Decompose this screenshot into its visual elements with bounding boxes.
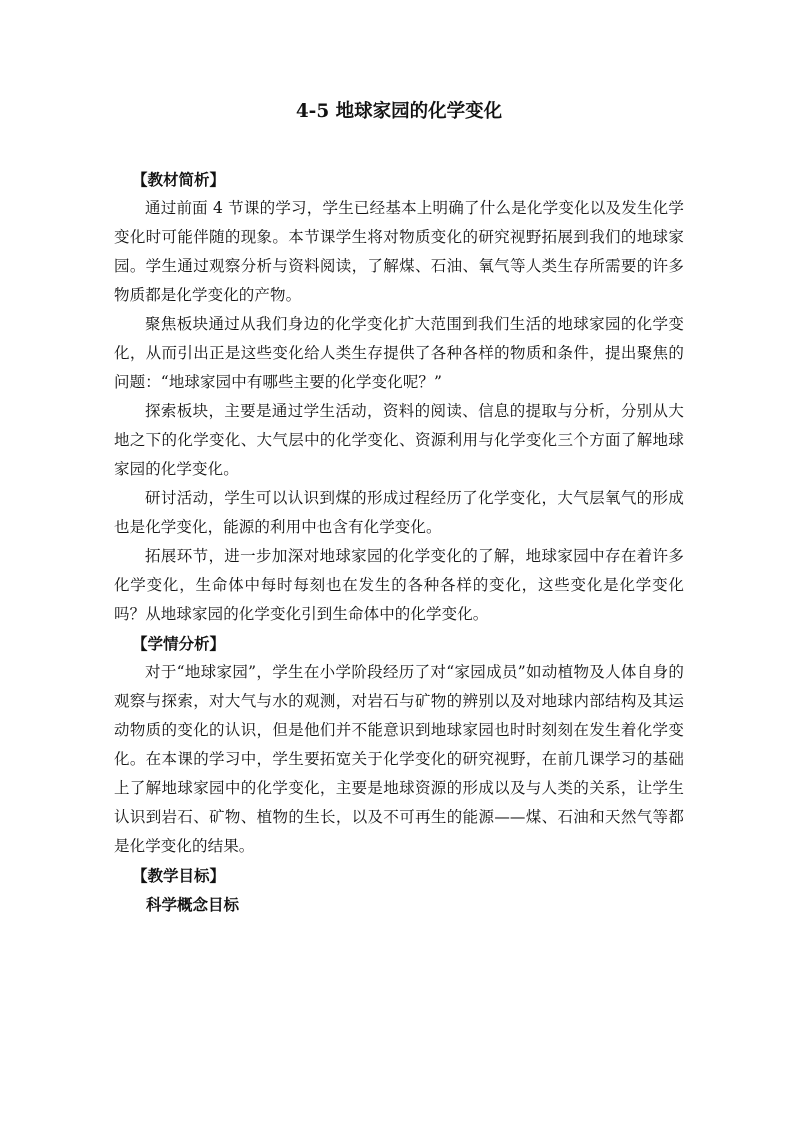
- section-heading-textbook-analysis: 【教材简析】: [132, 170, 226, 189]
- section-textbook-analysis: [114, 165, 684, 629]
- paragraph: 通过前面 4 节课的学习，学生已经基本上明确了什么是化学变化以及发生化学变化时可能伴随的现象。本节课学生将对物质变化的研究视野拓展到我们的地球家园。学生通过观察分析与资料阅读，了解煤、石油、氧气等人类生存所需要的许多物质都是化学变化的产物。: [114, 199, 684, 304]
- section-student-analysis: [114, 629, 684, 861]
- document-page: [114, 96, 684, 919]
- paragraph: 拓展环节，进一步加深对地球家园的化学变化的了解，地球家园中存在着许多化学变化，生命体中每时每刻也在发生的各种各样的变化，这些变化是化学变化吗？从地球家园的化学变化引到生命体中的化学变化。: [114, 547, 684, 623]
- paragraph: 聚焦板块通过从我们身边的化学变化扩大范围到我们生活的地球家园的化学变化，从而引出正是这些变化给人类生存提供了各种各样的物质和条件，提出聚焦的问题：“地球家园中有哪些主要的化学变化呢？”: [114, 315, 684, 391]
- paragraph: 对于“地球家园”，学生在小学阶段经历了对“家园成员”如动植物及人体自身的观察与探索，对大气与水的观测，对岩石与矿物的辨别以及对地球内部结构及其运动物质的变化的认识，但是他们并不能意识到地球家园也时时刻刻在发生着化学变化。在本课的学习中，学生要拓宽关于化学变化的研究视野，在前几课学习的基础上了解地球家园中的化学变化，主要是地球资源的形成以及与人类的关系，让学生认识到岩石、矿物、植物的生长，以及不可再生的能源——煤、石油和天然气等都是化学变化的结果。: [114, 663, 684, 855]
- document-title: 4-5 地球家园的化学变化: [295, 101, 503, 122]
- section-heading-student-analysis: 【学情分析】: [132, 634, 226, 653]
- section-teaching-goals: [114, 861, 684, 919]
- paragraph: 探索板块，主要是通过学生活动，资料的阅读、信息的提取与分析，分别从大地之下的化学变化、大气层中的化学变化、资源利用与化学变化三个方面了解地球家园的化学变化。: [114, 402, 684, 478]
- subheading-science-concept-goals: 科学概念目标: [146, 895, 240, 914]
- section-heading-teaching-goals: 【教学目标】: [132, 866, 226, 885]
- paragraph: 研讨活动，学生可以认识到煤的形成过程经历了化学变化，大气层氧气的形成也是化学变化，能源的利用中也含有化学变化。: [114, 489, 684, 536]
